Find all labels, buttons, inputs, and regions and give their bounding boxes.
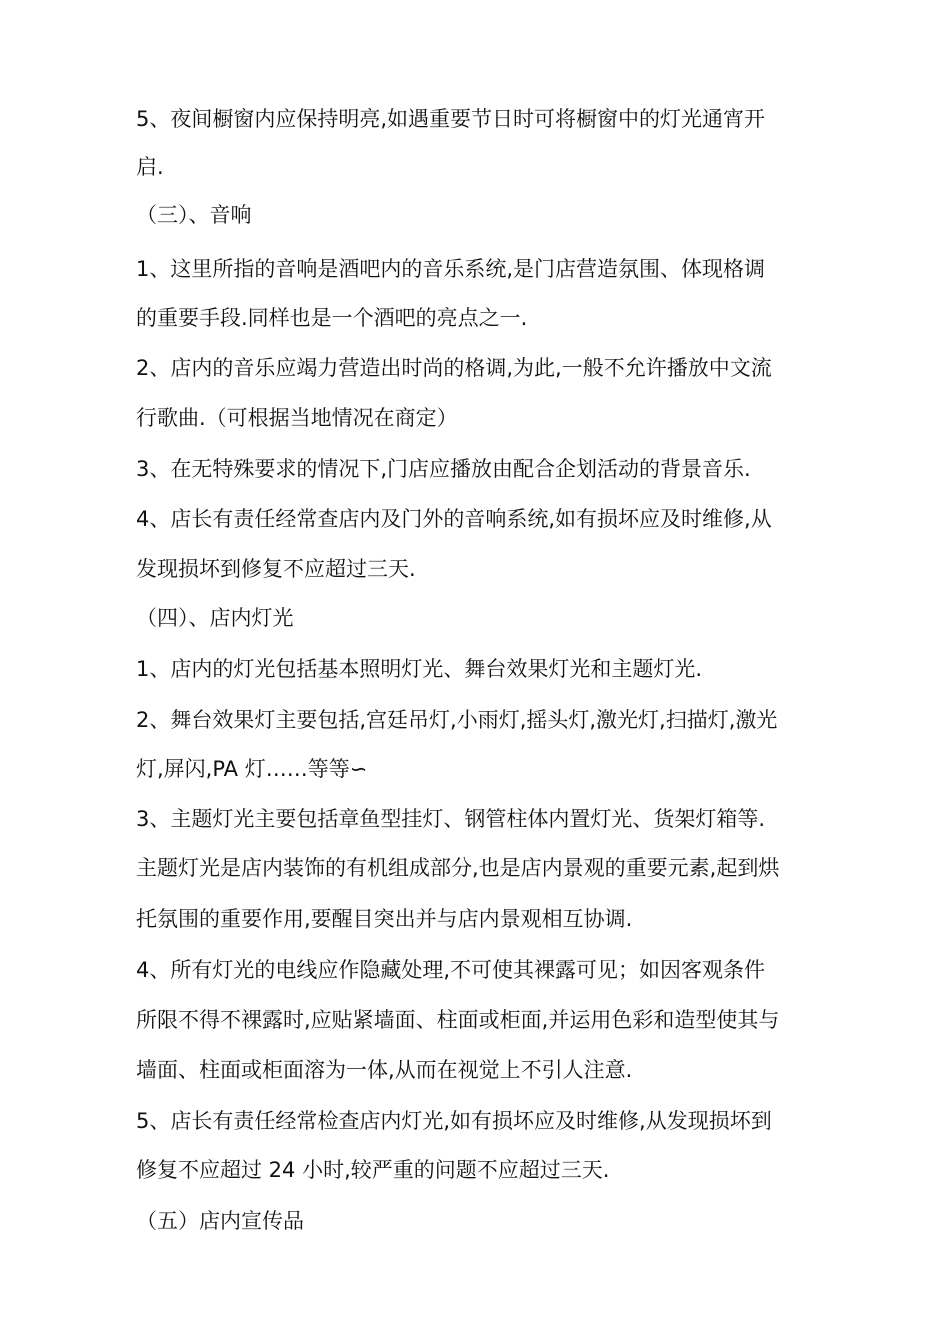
- paragraph-line: 4、所有灯光的电线应作隐藏处理,不可使其裸露可见；如因客观条件: [136, 958, 766, 982]
- paragraph-line: 修复不应超过 24 小时,较严重的问题不应超过三天.: [136, 1158, 610, 1182]
- paragraph-line: 2、店内的音乐应竭力营造出时尚的格调,为此,一般不允许播放中文流: [136, 356, 772, 380]
- paragraph-line: 4、店长有责任经常查店内及门外的音响系统,如有损坏应及时维修,从: [136, 507, 772, 531]
- paragraph-line: 托氛围的重要作用,要醒目突出并与店内景观相互协调.: [136, 907, 633, 931]
- paragraph-line: 5、店长有责任经常检查店内灯光,如有损坏应及时维修,从发现损坏到: [136, 1109, 772, 1133]
- paragraph-line: 启.: [136, 155, 164, 179]
- paragraph-line: 3、在无特殊要求的情况下,门店应播放由配合企划活动的背景音乐.: [136, 457, 751, 481]
- paragraph-line: 的重要手段.同样也是一个酒吧的亮点之一.: [136, 306, 528, 330]
- paragraph-line: 1、这里所指的音响是酒吧内的音乐系统,是门店营造氛围、体现格调: [136, 257, 766, 281]
- paragraph-line: 墙面、柱面或柜面溶为一体,从而在视觉上不引人注意.: [136, 1058, 633, 1082]
- paragraph-line: 灯,屏闪,PA 灯……等等∽: [136, 757, 368, 781]
- paragraph-line: 所限不得不裸露时,应贴紧墙面、柱面或柜面,并运用色彩和造型使其与: [136, 1008, 780, 1032]
- section-heading: （三）、音响: [136, 203, 252, 227]
- section-heading: （五）店内宣传品: [136, 1209, 304, 1233]
- paragraph-line: 主题灯光是店内装饰的有机组成部分,也是店内景观的重要元素,起到烘: [136, 856, 780, 880]
- paragraph-line: 5、夜间橱窗内应保持明亮,如遇重要节日时可将橱窗中的灯光通宵开: [136, 107, 766, 131]
- paragraph-line: 1、店内的灯光包括基本照明灯光、舞台效果灯光和主题灯光.: [136, 657, 703, 681]
- paragraph-line: 2、舞台效果灯主要包括,宫廷吊灯,小雨灯,摇头灯,激光灯,扫描灯,激光: [136, 708, 778, 732]
- paragraph-line: 行歌曲.（可根据当地情况在商定）: [136, 406, 458, 430]
- paragraph-line: 3、主题灯光主要包括章鱼型挂灯、钢管柱体内置灯光、货架灯箱等.: [136, 807, 766, 831]
- section-heading: （四）、店内灯光: [136, 606, 294, 630]
- paragraph-line: 发现损坏到修复不应超过三天.: [136, 557, 416, 581]
